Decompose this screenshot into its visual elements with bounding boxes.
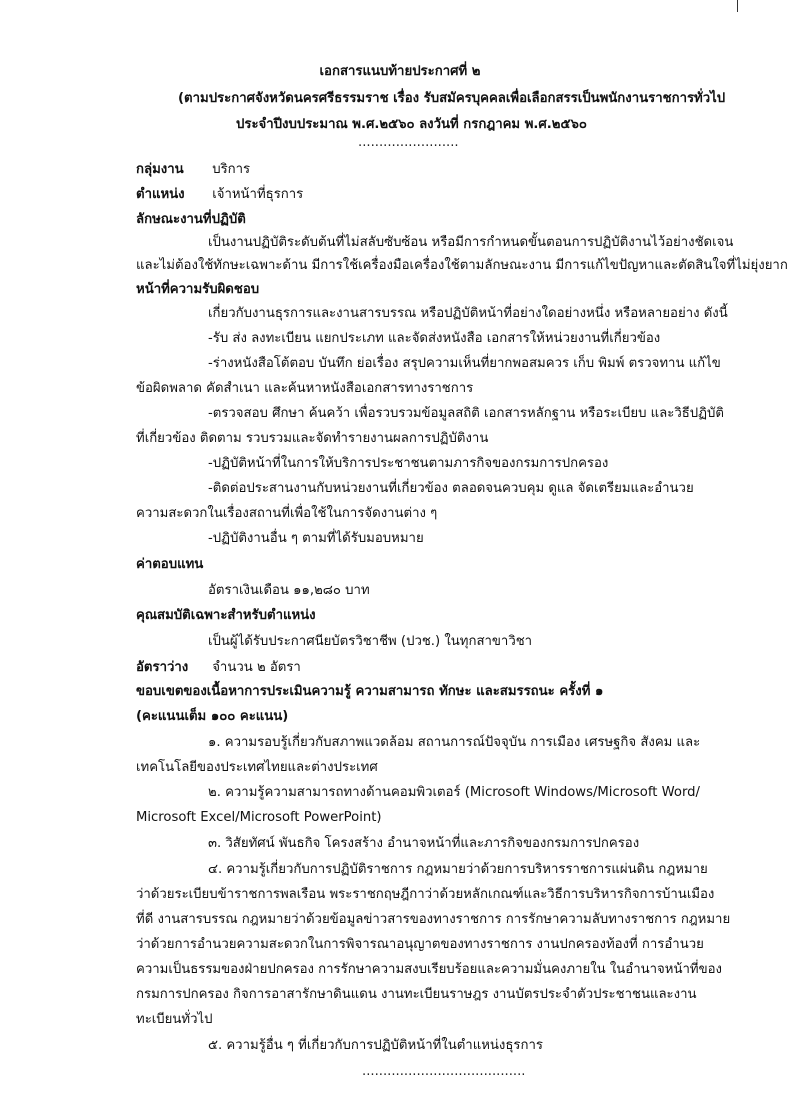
header-separator: ........................ xyxy=(358,135,459,150)
duties-heading: หน้าที่ความรับผิดชอบ xyxy=(136,282,260,297)
scope-item-cont: Microsoft Excel/Microsoft PowerPoint) xyxy=(136,810,382,825)
duty-item: -ตรวจสอบ ศึกษา ค้นคว้า เพื่อรวบรวมข้อมูลสถิติ เอกสารหลักฐาน หรือระเบียบ และวิธีปฏิบัติ xyxy=(208,406,724,421)
compensation-value: อัตราเงินเดือน ๑๑,๒๘๐ บาท xyxy=(208,583,370,598)
job-group-value: บริการ xyxy=(212,162,251,177)
scope-heading: ขอบเขตของเนื้อหาการประเมินความรู้ ความสามารถ ทักษะ และสมรรถนะ ครั้งที่ ๑ xyxy=(136,684,604,699)
job-position-row xyxy=(136,185,303,205)
duty-item: -รับ ส่ง ลงทะเบียน แยกประเภท และจัดส่งหนังสือ เอกสารให้หน่วยงานที่เกี่ยวข้อง xyxy=(208,331,661,346)
scope-score: (คะแนนเต็ม ๑๐๐ คะแนน) xyxy=(136,709,289,724)
scope-item: ๔. ความรู้เกี่ยวกับการปฏิบัติราชการ กฎหมายว่าด้วยการบริหารราชการแผ่นดิน กฎหมาย xyxy=(208,862,708,877)
scope-item-cont: ว่าด้วยระเบียบข้าราชการพลเรือน พระราชกฤษฎีกาว่าด้วยหลักเกณฑ์และวิธีการบริหารกิจการบ้านเมือง xyxy=(136,887,715,902)
duty-item-cont: ที่เกี่ยวข้อง ติดตาม รวบรวมและจัดทำรายงานผลการปฏิบัติงาน xyxy=(136,431,489,446)
document-subtitle-line1: (ตามประกาศจังหวัดนครศรีธรรมราช เรื่อง รับสมัครบุคคลเพื่อเลือกสรรเป็นพนักงานราชการทั่วไป xyxy=(178,91,726,106)
duty-item-cont: ข้อผิดพลาด คัดสำเนา และค้นหาหนังสือเอกสารทางราชการ xyxy=(136,381,474,396)
scope-item-cont: เทคโนโลยีของประเทศไทยและต่างประเทศ xyxy=(136,760,378,775)
job-position-label: ตำแหน่ง xyxy=(136,187,185,202)
duty-item: -ปฏิบัติหน้าที่ในการให้บริการประชาชนตามภารกิจของกรมการปกครอง xyxy=(208,456,609,471)
vacancy-row xyxy=(136,658,301,678)
scope-item-cont: ที่ดี งานสารบรรณ กฎหมายว่าด้วยข้อมูลข่าวสารของทางราชการ การรักษาความลับทางราชการ กฎหมาย xyxy=(136,912,731,927)
footer-separator: ....................................... xyxy=(362,1064,526,1079)
compensation-heading: ค่าตอบแทน xyxy=(136,557,204,572)
scan-mark xyxy=(727,0,738,12)
scope-item: ๒. ความรู้ความสามารถทางด้านคอมพิวเตอร์ (Microsoft Windows/Microsoft Word/ xyxy=(208,785,700,800)
duty-item: -ติดต่อประสานงานกับหน่วยงานที่เกี่ยวข้อง ตลอดจนควบคุม ดูแล จัดเตรียมและอำนวย xyxy=(208,481,694,496)
nature-line2: และไม่ต้องใช้ทักษะเฉพาะด้าน มีการใช้เครื่องมือเครื่องใช้ตามลักษณะงาน มีการแก้ไขปัญหาและตัดสินใจที่ไม่ยุ่งยาก xyxy=(136,258,788,273)
qualification-value: เป็นผู้ได้รับประกาศนียบัตรวิชาชีพ (ปวช.) ในทุกสาขาวิชา xyxy=(208,634,533,649)
scope-item: ๕. ความรู้อื่น ๆ ที่เกี่ยวกับการปฏิบัติหน้าที่ในตำแหน่งธุรการ xyxy=(208,1038,543,1053)
scope-item-cont: ความเป็นธรรมของฝ่ายปกครอง การรักษาความสงบเรียบร้อยและความมั่นคงภายใน ในอำนาจหน้าที่ของ xyxy=(136,962,722,977)
scope-item: ๓. วิสัยทัศน์ พันธกิจ โครงสร้าง อำนาจหน้าที่และภารกิจของกรมการปกครอง xyxy=(208,836,640,851)
job-position-value: เจ้าหน้าที่ธุรการ xyxy=(212,187,304,202)
vacancy-label: อัตราว่าง xyxy=(136,660,189,675)
duty-item: -ปฏิบัติงานอื่น ๆ ตามที่ได้รับมอบหมาย xyxy=(208,531,424,546)
scope-item-cont: ว่าด้วยการอำนวยความสะดวกในการพิจารณาอนุญาตของทางราชการ งานปกครองท้องที่ การอำนวย xyxy=(136,937,704,952)
duty-item: -ร่างหนังสือโต้ตอบ บันทึก ย่อเรื่อง สรุปความเห็นที่ยากพอสมควร เก็บ พิมพ์ ตรวจทาน แก้ไข xyxy=(208,356,721,371)
nature-line1: เป็นงานปฏิบัติระดับต้นที่ไม่สลับซับซ้อน หรือมีการกำหนดขั้นตอนการปฏิบัติงานไว้อย่างชัดเจน xyxy=(208,235,734,250)
duty-item-cont: ความสะดวกในเรื่องสถานที่เพื่อใช้ในการจัดงานต่าง ๆ xyxy=(136,506,438,521)
scope-item: ๑. ความรอบรู้เกี่ยวกับสภาพแวดล้อม สถานการณ์ปัจจุบัน การเมือง เศรษฐกิจ สังคม และ xyxy=(208,735,701,750)
duties-intro: เกี่ยวกับงานธุรการและงานสารบรรณ หรือปฏิบัติหน้าที่อย่างใดอย่างหนึ่ง หรือหลายอย่าง ดังนี้ xyxy=(208,306,728,321)
qualification-heading: คุณสมบัติเฉพาะสำหรับตำแหน่ง xyxy=(136,608,316,623)
scope-item-cont: กรมการปกครอง กิจการอาสารักษาดินแดน งานทะเบียนราษฎร งานบัตรประจำตัวประชาชนและงาน xyxy=(136,987,697,1002)
job-group-label: กลุ่มงาน xyxy=(136,162,184,177)
scope-item-cont: ทะเบียนทั่วไป xyxy=(136,1012,213,1027)
document-title: เอกสารแนบท้ายประกาศที่ ๒ xyxy=(319,64,481,79)
nature-heading: ลักษณะงานที่ปฏิบัติ xyxy=(136,212,246,227)
job-group-row xyxy=(136,160,250,180)
document-subtitle-line2: ประจำปีงบประมาณ พ.ศ.๒๕๖๐ ลงวันที่ กรกฎาคม พ.ศ.๒๕๖๐ xyxy=(236,117,587,132)
vacancy-value: จำนวน ๒ อัตรา xyxy=(212,660,301,675)
